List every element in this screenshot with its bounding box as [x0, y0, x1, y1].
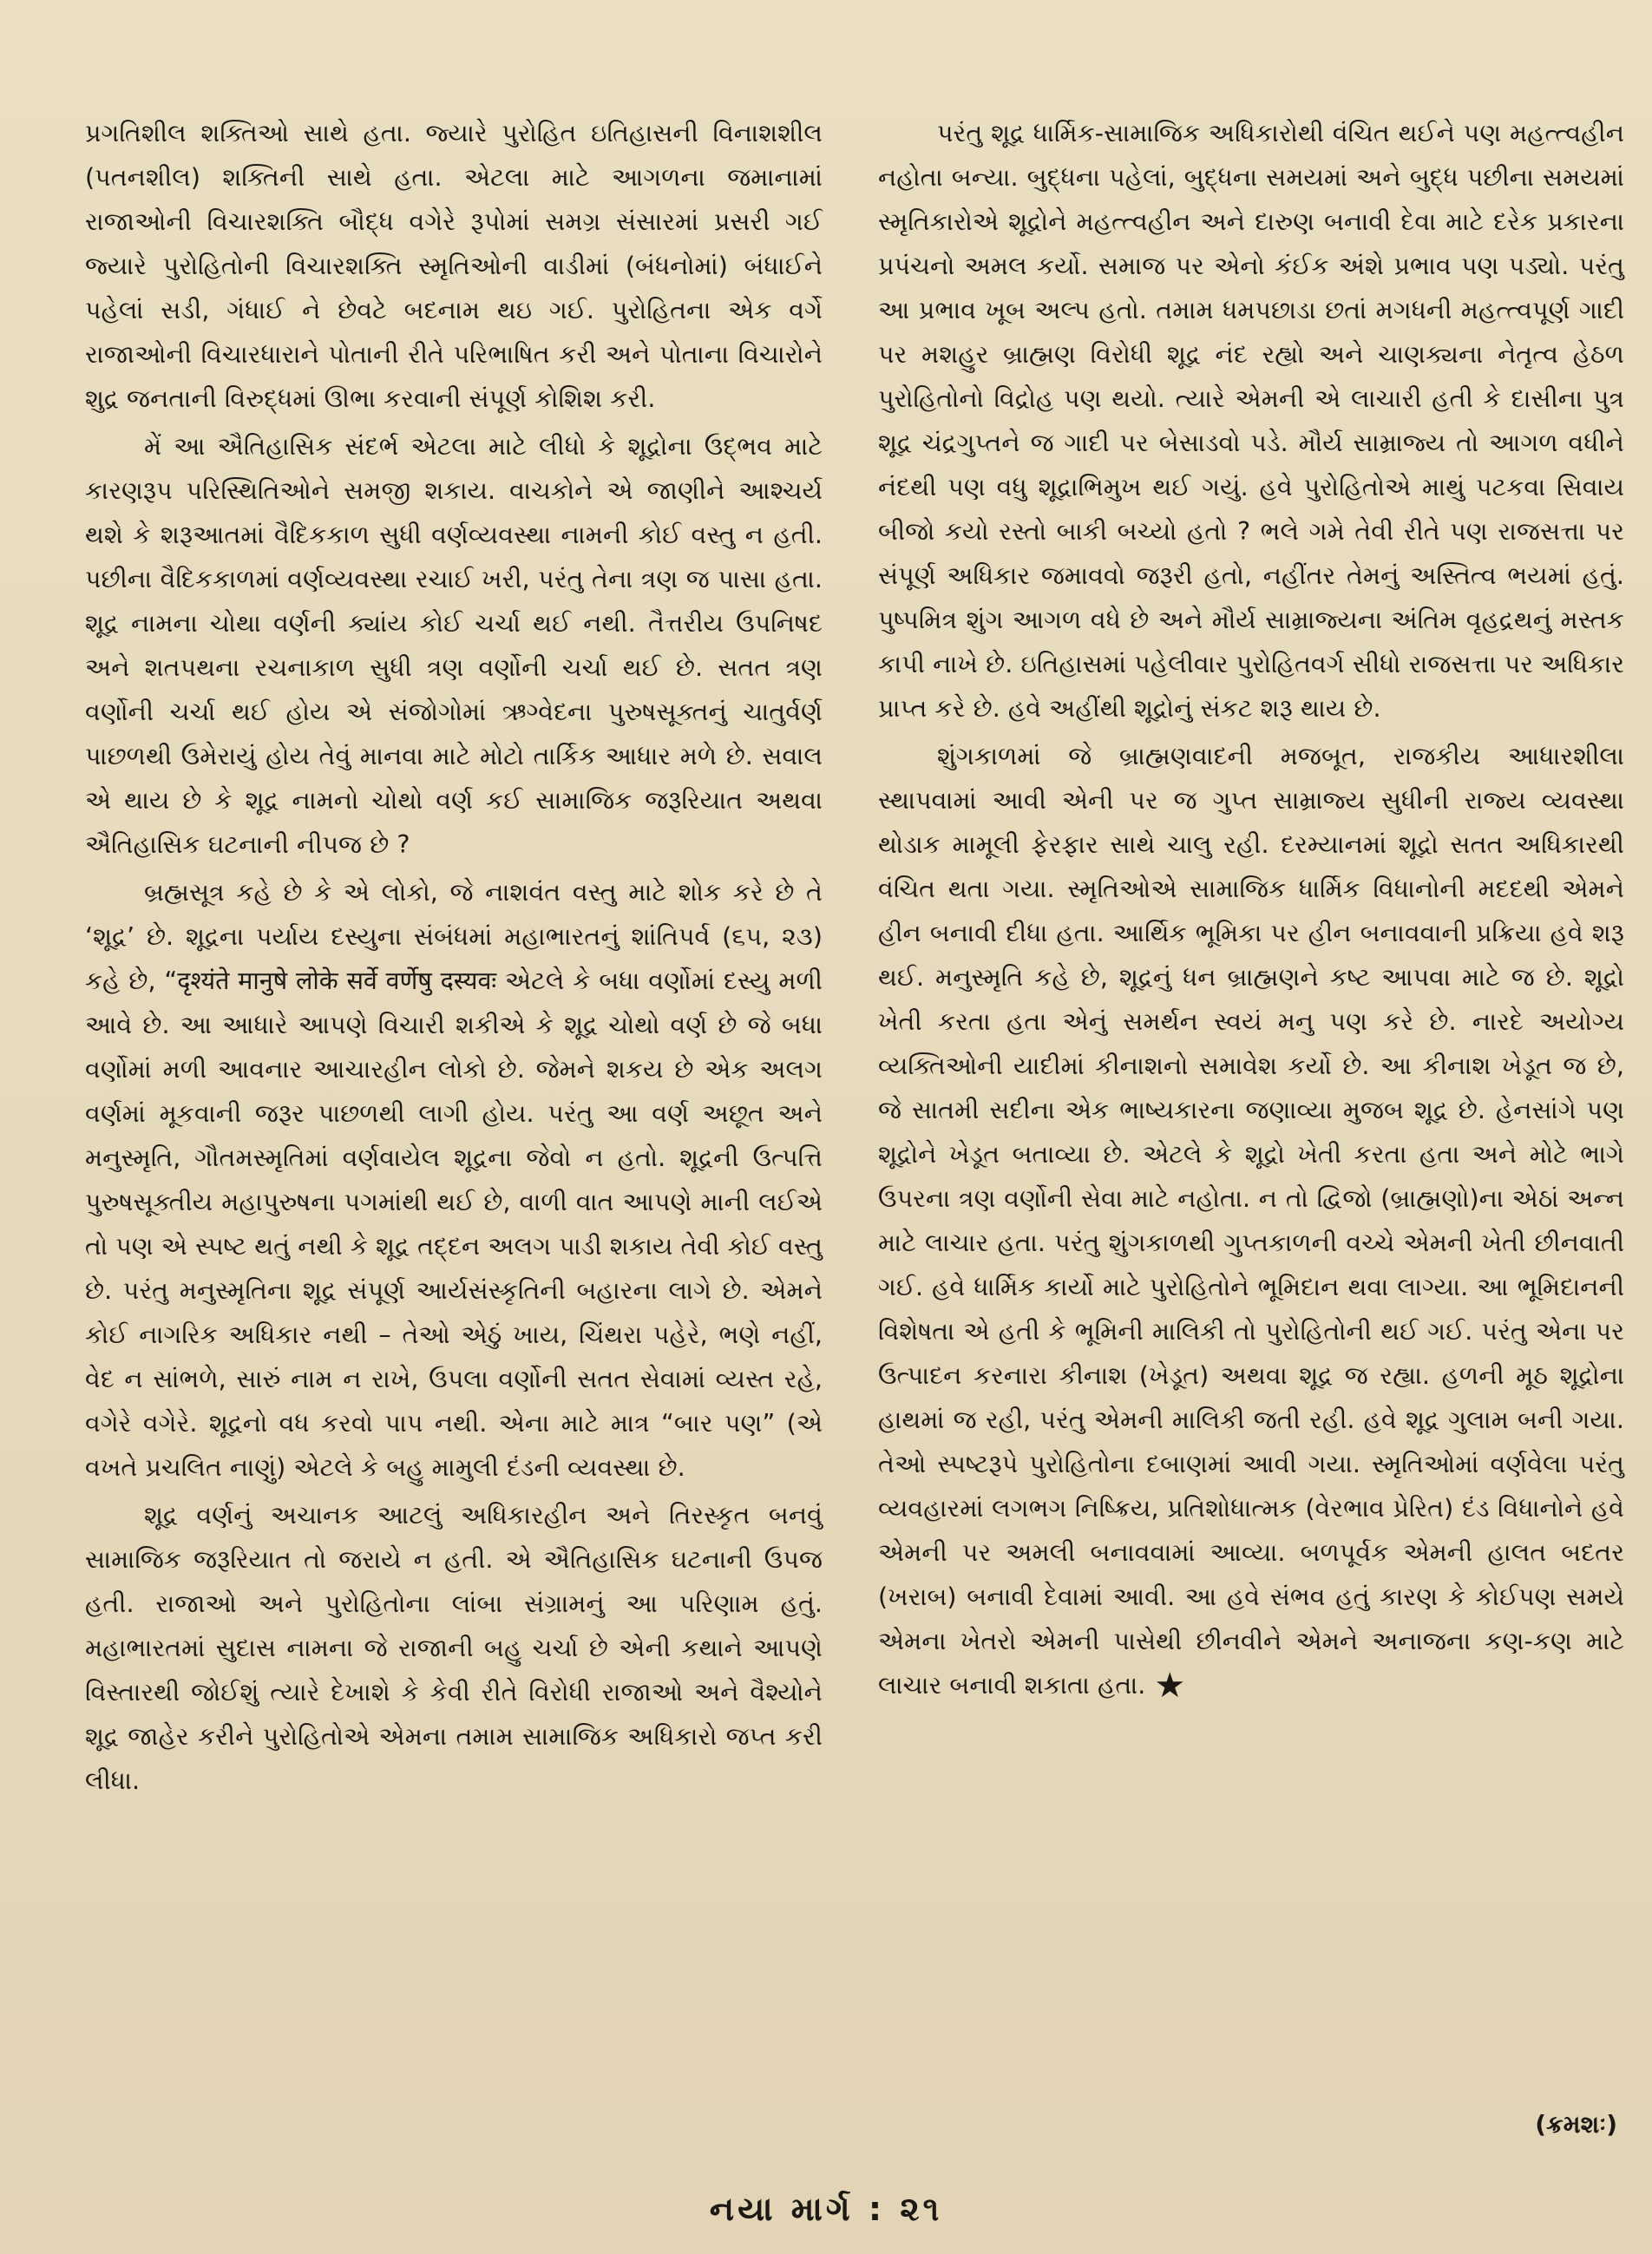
right-column — [878, 111, 1624, 1708]
page-footer: નયા માર્ગ : ૨૧ — [709, 2190, 943, 2228]
paragraph-text: શુંગકાળમાં જે બ્રાહ્મણવાદની મજબૂત, રાજકીય આધારશીલા સ્થાપવામાં આવી એની પર જ ગુપ્ત સામ્રાજ્ય સુધીની રાજ્ય વ્યવસ્થા થોડાક મામૂલી ફેરફાર સાથે ચાલુ રહી. દરમ્યાનમાં શૂદ્રો સતત અધિકારથી વંચિત થતા ગયા. સ્મૃતિઓએ સામાજિક ધાર્મિક વિધાનોની મદદથી એમને હીન બનાવી દીધા હતા. આર્થિક ભૂમિકા પર હીન બનાવવાની પ્રક્રિયા હવે શરૂ થઈ. મનુસ્મૃતિ કહે છે, શૂદ્રનું ધન બ્રાહ્મણને કષ્ટ આપવા માટે જ છે. શૂદ્રો ખેતી કરતા હતા એનું સમર્થન સ્વયં મનુ પણ કરે છે. નારદે અયોગ્ય વ્યક્તિઓની યાદીમાં કીનાશનો સમાવેશ કર્યો છે. આ કીનાશ ખેડૂત જ છે, જે સાતમી સદીના એક ભાષ્યકારના જણાવ્યા મુજબ શૂદ્ર છે. હેનસાંગે પણ શૂદ્રોને ખેડૂત બતાવ્યા છે. એટલે કે શૂદ્રો ખેતી કરતા હતા અને મોટે ભાગે ઉપરના ત્રણ વર્ણોની સેવા માટે નહોતા. ન તો દ્વિજો (બ્રાહ્મણો)ના એઠાં અન્ન માટે લાચાર હતા. પરંતુ શુંગકાળથી ગુપ્તકાળની વચ્ચે એમની ખેતી છીનવાતી ગઈ. હવે ધાર્મિક કાર્યો માટે પુરોહિતોને ભૂમિદાન થવા લાગ્યા. આ ભૂમિદાનની વિશેષતા એ હતી કે ભૂમિની માલિકી તો પુરોહિતોની થઈ ગઈ. પરંતુ એના પર ઉત્પાદન કરનારા કીનાશ (ખેડૂત) અથવા શૂદ્ર જ રહ્યા. હળની મૂઠ શૂદ્રોના હાથમાં જ રહી, પરંતુ એમની માલિકી જતી રહી. હવે શૂદ્ર ગુલામ બની ગયા. તેઓ સ્પષ્ટરૂપે પુરોહિતોના દબાણમાં આવી ગયા. સ્મૃતિઓમાં વર્ણવેલા પરંતુ વ્યવહારમાં લગભગ નિષ્ક્રિય, પ્રતિશોધાત્મક (વેરભાવ પ્રેરિત) દંડ વિધાનોને હવે એમની પર અમલી બનાવવામાં આવ્યા. બળપૂર્વક એમની હાલત બદતર (ખરાબ) બનાવી દેવામાં આવી. આ હવે સંભવ હતું કારણ કે કોઈપણ સમયે એમના ખેતરો એમની પાસેથી છીનવીને એમને અનાજના કણ-કણ માટે લાચાર બનાવી શકાતા હતા. — [878, 741, 1625, 1700]
star-end-mark-icon: ★ — [1154, 1666, 1186, 1706]
continued-note: (ક્રમશઃ) — [1535, 2110, 1617, 2139]
paragraph: પ્રગતિશીલ શક્તિઓ સાથે હતા. જ્યારે પુરોહિત ઇતિહાસની વિનાશશીલ (પતનશીલ) શક્તિની સાથે હતા. એટલા માટે આગળના જમાનામાં રાજાઓની વિચારશક્તિ બૌદ્ધ વગેરે રૂપોમાં સમગ્ર સંસારમાં પ્રસરી ગઈ જ્યારે પુરોહિતોની વિચારશક્તિ સ્મૃતિઓની વાડીમાં (બંધનોમાં) બંધાઈને પહેલાં સડી, ગંધાઈ ને છેવટે બદનામ થઇ ગઈ. પુરોહિતના એક વર્ગે રાજાઓની વિચારધારાને પોતાની રીતે પરિભાષિત કરી અને પોતાના વિચારોને શુદ્ર જનતાની વિરુદ્ધમાં ઊભા કરવાની સંપૂર્ણ કોશિશ કરી. — [85, 118, 823, 413]
paragraph: બ્રહ્મસૂત્ર કહે છે કે એ લોકો, જે નાશવંત વસ્તુ માટે શોક કરે છે તે ‘શૂદ્ર’ છે. શૂદ્રના પર્યાય દસ્યુના સંબંધમાં મહાભારતનું શાંતિપર્વ (૬૫, ૨૩) કહે છે, “दृश्यंते मानुषे लोके सर्वे वर्णेषु दस्यवः એટલે કે બધા વર્ણોમાં દસ્યુ મળી આવે છે. આ આધારે આપણે વિચારી શકીએ કે શૂદ્ર ચોથો વર્ણ છે જે બધા વર્ણોમાં મળી આવનાર આચારહીન લોકો છે. જેમને શકય છે એક અલગ વર્ણમાં મૂકવાની જરૂર પાછળથી લાગી હોય. પરંતુ આ વર્ણ અછૂત અને મનુસ્મૃતિ, ગૌતમસ્મૃતિમાં વર્ણવાયેલ શૂદ્રના જેવો ન હતો. શૂદ્રની ઉત્પત્તિ પુરુષસૂક્તીય મહાપુરુષના પગમાંથી થઈ છે, વાળી વાત આપણે માની લઈએ તો પણ એ સ્પષ્ટ થતું નથી કે શૂદ્ર તદ્દન અલગ પાડી શકાય તેવી કોઈ વસ્તુ છે. પરંતુ મનુસ્મૃતિના શૂદ્ર સંપૂર્ણ આર્યસંસ્કૃતિની બહારના લાગે છે. એમને કોઈ નાગરિક અધિકાર નથી – તેઓ એઠું ખાય, ચિંથરા પહેરે, ભણે નહીં, વેદ ન સાંભળે, સારું નામ ન રાખે, ઉપલા વર્ણોની સતત સેવામાં વ્યસ્ત રહે, વગેરે વગેરે. શૂદ્રનો વધ કરવો પાપ નથી. એના માટે માત્ર “બાર પણ” (એ વખતે પ્રચલિત નાણું) એટલે કે બહુ મામુલી દંડની વ્યવસ્થા છે. — [85, 877, 823, 1482]
paragraph: મેં આ ઐતિહાસિક સંદર્ભ એટલા માટે લીધો કે શૂદ્રોના ઉદ્ભવ માટે કારણરૂપ પરિસ્થિતિઓને સમજી શકાય. વાચકોને એ જાણીને આશ્ચર્ય થશે કે શરૂઆતમાં વૈદિકકાળ સુધી વર્ણવ્યવસ્થા નામની કોઈ વસ્તુ ન હતી. પછીના વૈદિકકાળમાં વર્ણવ્યવસ્થા રચાઈ ખરી, પરંતુ તેના ત્રણ જ પાસા હતા. શૂદ્ર નામના ચોથા વર્ણની ક્યાંય કોઈ ચર્ચા થઈ નથી. તૈત્તરીય ઉપનિષદ અને શતપથના રચનાકાળ સુધી ત્રણ વર્ણોની ચર્ચા થઈ છે. સતત ત્રણ વર્ણોની ચર્ચા થઈ હોય એ સંજોગોમાં ઋગ્વેદના પુરુષસૂક્તનું ચાતુર્વર્ણ પાછળથી ઉમેરાયું હોય તેવું માનવા માટે મોટો તાર્કિક આધાર મળે છે. સવાલ એ થાય છે કે શૂદ્ર નામનો ચોથો વર્ણ કઈ સામાજિક જરૂરિયાત અથવા ઐતિહાસિક ઘટનાની નીપજ છે ? — [85, 431, 823, 859]
left-column — [85, 111, 823, 1803]
paragraph-with-end-mark — [878, 734, 1624, 1708]
paragraph: પરંતુ શૂદ્ર ધાર્મિક-સામાજિક અધિકારોથી વંચિત થઈને પણ મહત્ત્વહીન નહોતા બન્યા. બુદ્ધના પહેલાં, બુદ્ધના સમયમાં અને બુદ્ધ પછીના સમયમાં સ્મૃતિકારોએ શૂદ્રોને મહત્ત્વહીન અને દારુણ બનાવી દેવા માટે દરેક પ્રકારના પ્રપંચનો અમલ કર્યો. સમાજ પર એનો કંઈક અંશે પ્રભાવ પણ પડ્યો. પરંતુ આ પ્રભાવ ખૂબ અલ્પ હતો. તમામ ધમપછાડા છતાં મગધની મહત્ત્વપૂર્ણ ગાદી પર મશહુર બ્રાહ્મણ વિરોધી શૂદ્ર નંદ રહ્યો અને ચાણક્યના નેતૃત્વ હેઠળ પુરોહિતોનો વિદ્રોહ પણ થયો. ત્યારે એમની એ લાચારી હતી કે દાસીના પુત્ર શૂદ્ર ચંદ્રગુપ્તને જ ગાદી પર બેસાડવો પડે. મૌર્ય સામ્રાજ્ય તો આગળ વધીને નંદથી પણ વધુ શૂદ્રાભિમુખ થઈ ગયું. હવે પુરોહિતોએ માથું પટકવા સિવાય બીજો કયો રસ્તો બાકી બચ્યો હતો ? ભલે ગમે તેવી રીતે પણ રાજસત્તા પર સંપૂર્ણ અધિકાર જમાવવો જરૂરી હતો, નહીંતર તેમનું અસ્તિત્વ ભયમાં હતું. પુષ્પમિત્ર શુંગ આગળ વધે છે અને મૌર્ય સામ્રાજ્યના અંતિમ વૃહદ્રથનું મસ્તક કાપી નાખે છે. ઇતિહાસમાં પહેલીવાર પુરોહિતવર્ગ સીધો રાજસત્તા પર અધિકાર પ્રાપ્ત કરે છે. હવે અહીંથી શૂદ્રોનું સંકટ શરૂ થાય છે. — [878, 118, 1624, 723]
paragraph: શૂદ્ર વર્ણનું અચાનક આટલું અધિકારહીન અને તિરસ્કૃત બનવું સામાજિક જરૂરિયાત તો જરાયે ન હતી. એ ઐતિહાસિક ઘટનાની ઉપજ હતી. રાજાઓ અને પુરોહિતોના લાંબા સંગ્રામનું આ પરિણામ હતું. મહાભારતમાં સુદાસ નામના જે રાજાની બહુ ચર્ચા છે એની કથાને આપણે વિસ્તારથી જોઈશું ત્યારે દેખાશે કે કેવી રીતે વિરોધી રાજાઓ અને વૈશ્યોને શૂદ્ર જાહેર કરીને પુરોહિતોએ એમના તમામ સામાજિક અધિકારો જપ્ત કરી લીધા. — [85, 1500, 823, 1795]
